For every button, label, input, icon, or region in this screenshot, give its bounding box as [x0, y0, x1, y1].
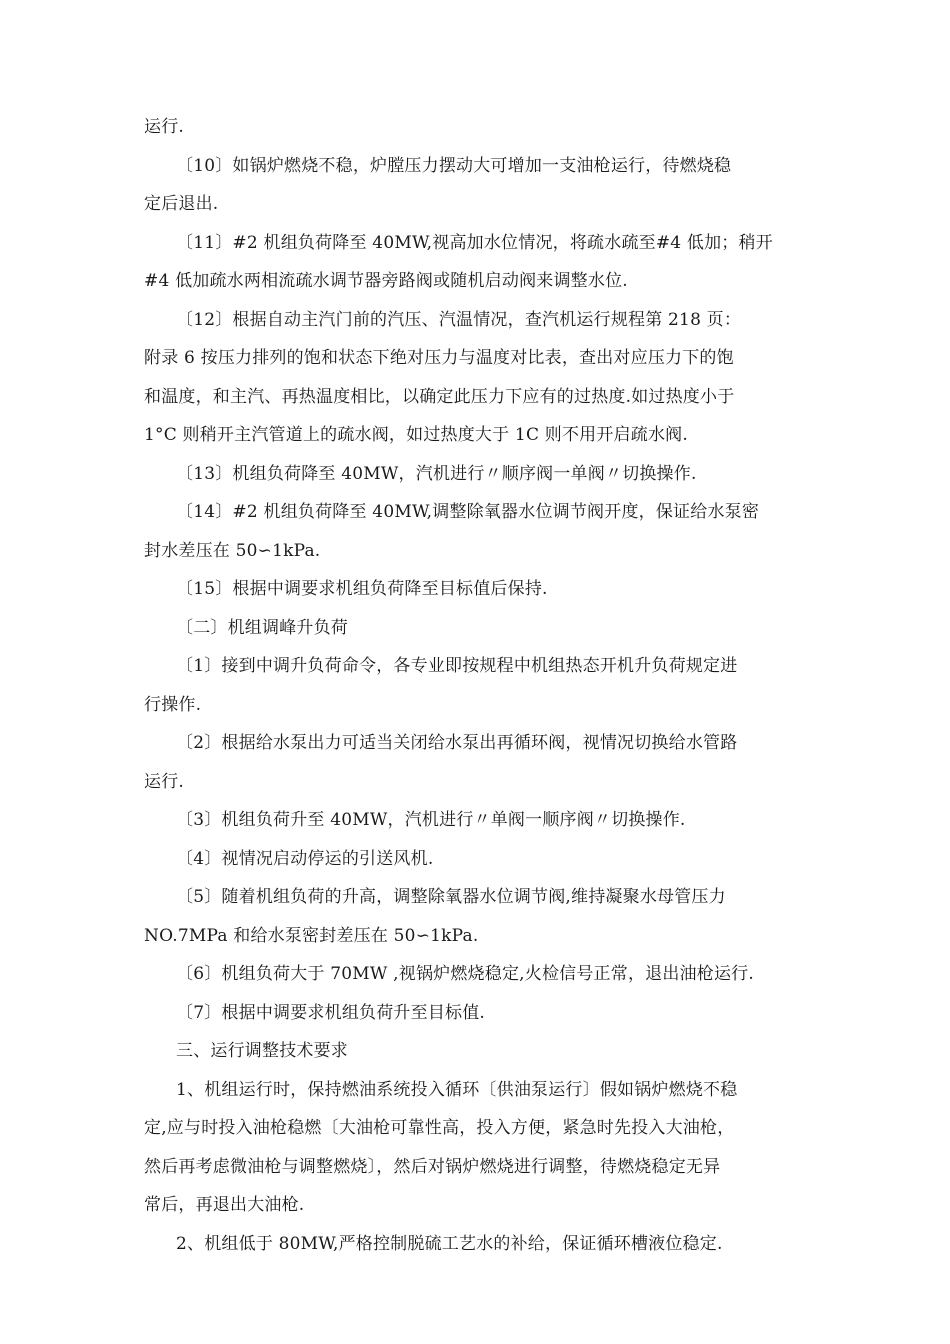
text-line: 行操作.	[144, 695, 202, 715]
text-line: 〔11〕#2 机组负荷降至 40MW,视高加水位情况，将疏水疏至#4 低加；稍开	[176, 233, 773, 253]
text-line: 〔3〕机组负荷升至 40MW，汽机进行〃单阀一顺序阀〃切换操作.	[176, 810, 686, 830]
text-line: 〔2〕根据给水泵出力可适当关闭给水泵出再循环阀，视情况切换给水管路	[176, 733, 738, 753]
text-line: 〔15〕根据中调要求机组负荷降至目标值后保持.	[176, 579, 548, 599]
section-heading: 三、运行调整技术要求	[176, 1041, 348, 1061]
text-line: 2、机组低于 80MW,严格控制脱硫工艺水的补给，保证循环槽液位稳定.	[176, 1234, 723, 1254]
text-line: 〔12〕根据自动主汽门前的汽压、汽温情况，查汽机运行规程第 218 页：	[176, 310, 742, 330]
text-line: 〔5〕随着机组负荷的升高，调整除氧器水位调节阀,维持凝聚水母管压力	[176, 887, 726, 907]
text-line: 定,应与时投入油枪稳燃〔大油枪可靠性高，投入方便，紧急时先投入大油枪，	[144, 1118, 735, 1138]
text-line: 〔7〕根据中调要求机组负荷升至目标值.	[176, 1003, 486, 1023]
text-line: 运行.	[144, 772, 185, 792]
text-line: 〔6〕机组负荷大于 70MW ,视锅炉燃烧稳定,火检信号正常，退出油枪运行.	[176, 964, 754, 984]
text-line: 定后退出.	[144, 194, 219, 214]
text-line: 然后再考虑微油枪与调整燃烧〕，然后对锅炉燃烧进行调整，待燃烧稳定无异	[144, 1157, 721, 1177]
text-line: 运行.	[144, 117, 185, 137]
text-line: 常后，再退出大油枪.	[144, 1195, 305, 1215]
text-line: NO.7MPa 和给水泵密封差压在 50∽1kPa.	[144, 926, 479, 946]
text-line: 〔1〕接到中调升负荷命令，各专业即按规程中机组热态开机升负荷规定进	[176, 656, 738, 676]
text-line: 封水差压在 50∽1kPa.	[144, 541, 321, 561]
text-line: 1°C 则稍开主汽管道上的疏水阀，如过热度大于 1C 则不用开启疏水阀.	[144, 425, 688, 445]
text-line: 附录 6 按压力排列的饱和状态下绝对压力与温度对比表，查出对应压力下的饱	[144, 348, 734, 368]
section-heading: 〔二〕机组调峰升负荷	[176, 618, 348, 638]
text-line: 1、机组运行时，保持燃油系统投入循环〔供油泵运行〕假如锅炉燃烧不稳	[176, 1080, 738, 1100]
text-line: 〔4〕视情况启动停运的引送风机.	[176, 849, 434, 869]
text-line: 〔14〕#2 机组负荷降至 40MW,调整除氧器水位调节阀开度，保证给水泵密	[176, 502, 760, 522]
text-line: #4 低加疏水两相流疏水调节器旁路阀或随机启动阀来调整水位.	[144, 271, 628, 291]
text-line: 〔13〕机组负荷降至 40MW，汽机进行〃顺序阀一单阀〃切换操作.	[176, 464, 697, 484]
text-line: 〔10〕如锅炉燃烧不稳，炉膛压力摆动大可增加一支油枪运行，待燃烧稳	[176, 156, 732, 176]
text-line: 和温度，和主汽、再热温度相比，以确定此压力下应有的过热度.如过热度小于	[144, 387, 735, 407]
